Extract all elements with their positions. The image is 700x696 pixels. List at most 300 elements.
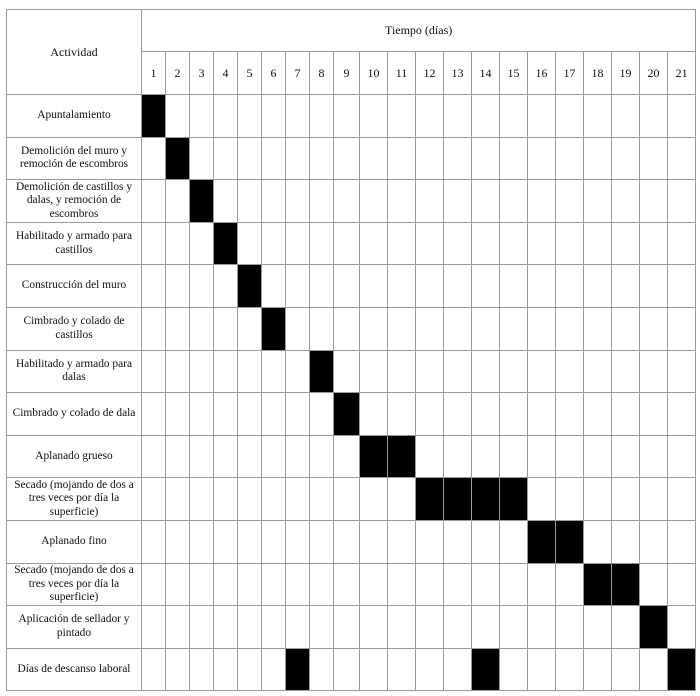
schedule-cell [388,222,416,265]
schedule-cell [166,222,190,265]
scheduled-day-cell [310,350,334,393]
schedule-cell [472,265,500,308]
schedule-cell [190,307,214,350]
schedule-cell [444,435,472,478]
activity-name: Apuntalamiento [7,95,142,138]
schedule-cell [444,265,472,308]
day-header-2: 2 [166,52,190,95]
schedule-cell [444,648,472,691]
schedule-cell [584,606,612,649]
schedule-cell [310,137,334,180]
schedule-cell [166,435,190,478]
schedule-cell [528,137,556,180]
schedule-cell [142,648,166,691]
scheduled-day-cell [166,137,190,180]
day-header-5: 5 [238,52,262,95]
schedule-cell [472,95,500,138]
schedule-cell [142,307,166,350]
schedule-cell [166,648,190,691]
schedule-cell [214,393,238,436]
scheduled-day-cell [214,222,238,265]
schedule-cell [640,307,668,350]
schedule-cell [166,95,190,138]
schedule-cell [640,137,668,180]
schedule-cell [612,222,640,265]
schedule-cell [262,606,286,649]
schedule-cell [310,478,334,521]
schedule-cell [388,606,416,649]
schedule-cell [584,265,612,308]
schedule-cell [238,350,262,393]
day-header-20: 20 [640,52,668,95]
schedule-cell [528,648,556,691]
schedule-cell [416,520,444,563]
schedule-cell [612,606,640,649]
schedule-cell [286,350,310,393]
schedule-cell [668,563,696,606]
schedule-cell [360,350,388,393]
schedule-cell [262,265,286,308]
schedule-cell [556,137,584,180]
schedule-cell [416,393,444,436]
schedule-cell [190,648,214,691]
schedule-cell [360,520,388,563]
schedule-cell [584,648,612,691]
schedule-cell [416,648,444,691]
schedule-cell [190,563,214,606]
schedule-cell [190,478,214,521]
scheduled-day-cell [472,478,500,521]
schedule-cell [416,563,444,606]
schedule-cell [612,435,640,478]
schedule-cell [612,350,640,393]
schedule-cell [166,307,190,350]
day-header-18: 18 [584,52,612,95]
schedule-cell [142,265,166,308]
schedule-cell [286,435,310,478]
schedule-cell [388,350,416,393]
schedule-cell [238,520,262,563]
schedule-cell [190,393,214,436]
schedule-cell [360,478,388,521]
schedule-cell [472,307,500,350]
schedule-cell [388,265,416,308]
day-header-17: 17 [556,52,584,95]
scheduled-day-cell [612,563,640,606]
day-header-12: 12 [416,52,444,95]
schedule-cell [416,265,444,308]
schedule-cell [334,435,360,478]
schedule-cell [262,648,286,691]
activity-row [7,95,696,138]
schedule-cell [416,95,444,138]
schedule-cell [238,222,262,265]
schedule-cell [528,180,556,223]
schedule-cell [500,393,528,436]
activity-row [7,393,696,436]
schedule-cell [528,393,556,436]
schedule-cell [238,435,262,478]
schedule-cell [416,307,444,350]
schedule-cell [286,265,310,308]
schedule-cell [640,393,668,436]
schedule-cell [444,180,472,223]
schedule-cell [360,393,388,436]
schedule-cell [528,435,556,478]
schedule-cell [640,180,668,223]
scheduled-day-cell [528,520,556,563]
schedule-cell [500,307,528,350]
schedule-cell [416,606,444,649]
schedule-cell [500,265,528,308]
schedule-cell [238,95,262,138]
schedule-cell [334,222,360,265]
schedule-cell [556,393,584,436]
schedule-cell [286,520,310,563]
schedule-cell [500,606,528,649]
schedule-cell [528,222,556,265]
schedule-cell [444,393,472,436]
scheduled-day-cell [444,478,472,521]
schedule-cell [640,222,668,265]
schedule-cell [612,95,640,138]
schedule-cell [190,137,214,180]
schedule-cell [528,350,556,393]
schedule-cell [388,563,416,606]
schedule-cell [310,265,334,308]
activity-row [7,563,696,606]
schedule-cell [584,350,612,393]
activity-row [7,137,696,180]
schedule-cell [334,520,360,563]
activity-name: Habilitado y armado para castillos [7,222,142,265]
schedule-cell [416,222,444,265]
schedule-cell [214,648,238,691]
schedule-cell [238,478,262,521]
schedule-cell [166,265,190,308]
schedule-cell [166,393,190,436]
activity-name: Aplanado grueso [7,435,142,478]
day-header-1: 1 [142,52,166,95]
schedule-cell [612,393,640,436]
schedule-cell [190,265,214,308]
schedule-cell [262,478,286,521]
schedule-cell [528,307,556,350]
schedule-cell [556,95,584,138]
schedule-cell [190,520,214,563]
schedule-cell [388,307,416,350]
schedule-cell [444,95,472,138]
schedule-cell [612,648,640,691]
schedule-cell [444,222,472,265]
schedule-cell [556,478,584,521]
scheduled-day-cell [142,95,166,138]
schedule-cell [416,350,444,393]
schedule-cell [640,648,668,691]
schedule-cell [500,563,528,606]
day-header-4: 4 [214,52,238,95]
schedule-cell [286,393,310,436]
schedule-cell [214,520,238,563]
schedule-cell [640,520,668,563]
schedule-cell [142,180,166,223]
schedule-cell [310,648,334,691]
day-header-19: 19 [612,52,640,95]
schedule-cell [310,307,334,350]
schedule-cell [472,520,500,563]
schedule-cell [190,95,214,138]
schedule-cell [612,137,640,180]
schedule-cell [262,393,286,436]
schedule-cell [286,563,310,606]
schedule-cell [190,350,214,393]
schedule-cell [472,350,500,393]
day-header-16: 16 [528,52,556,95]
schedule-cell [416,180,444,223]
schedule-cell [668,435,696,478]
activity-name: Demolición del muro y remoción de escombros [7,137,142,180]
schedule-cell [142,478,166,521]
activity-name: Días de descanso laboral [7,648,142,691]
activity-row [7,350,696,393]
schedule-cell [472,606,500,649]
schedule-cell [416,435,444,478]
schedule-cell [334,606,360,649]
schedule-cell [584,478,612,521]
schedule-cell [286,606,310,649]
schedule-cell [238,606,262,649]
schedule-cell [142,435,166,478]
schedule-cell [668,350,696,393]
schedule-cell [640,435,668,478]
schedule-cell [668,520,696,563]
schedule-cell [238,307,262,350]
schedule-cell [238,648,262,691]
schedule-cell [214,478,238,521]
activity-column-header: Actividad [7,10,142,95]
schedule-cell [388,478,416,521]
day-header-7: 7 [286,52,310,95]
schedule-cell [360,648,388,691]
schedule-cell [640,265,668,308]
schedule-cell [584,307,612,350]
scheduled-day-cell [472,648,500,691]
activity-name: Aplicación de sellador y pintado [7,606,142,649]
schedule-cell [584,222,612,265]
schedule-cell [238,180,262,223]
schedule-cell [668,137,696,180]
schedule-cell [668,307,696,350]
schedule-cell [238,563,262,606]
scheduled-day-cell [668,648,696,691]
schedule-cell [142,606,166,649]
schedule-cell [166,478,190,521]
day-header-8: 8 [310,52,334,95]
activity-row [7,478,696,521]
schedule-cell [472,435,500,478]
schedule-cell [556,563,584,606]
day-header-3: 3 [190,52,214,95]
schedule-cell [528,606,556,649]
scheduled-day-cell [262,307,286,350]
scheduled-day-cell [584,563,612,606]
schedule-cell [668,95,696,138]
scheduled-day-cell [416,478,444,521]
scheduled-day-cell [556,520,584,563]
scheduled-day-cell [334,393,360,436]
schedule-cell [214,350,238,393]
schedule-cell [416,137,444,180]
schedule-cell [214,563,238,606]
schedule-cell [286,222,310,265]
schedule-cell [528,95,556,138]
schedule-cell [388,180,416,223]
schedule-cell [360,606,388,649]
activity-row [7,307,696,350]
gantt-schedule-table [6,9,696,691]
schedule-cell [668,265,696,308]
schedule-cell [556,265,584,308]
activity-row [7,222,696,265]
schedule-cell [388,393,416,436]
activity-row [7,180,696,223]
scheduled-day-cell [640,606,668,649]
schedule-cell [612,478,640,521]
schedule-cell [214,180,238,223]
schedule-cell [142,137,166,180]
schedule-cell [584,180,612,223]
schedule-cell [190,606,214,649]
schedule-cell [310,435,334,478]
schedule-cell [190,435,214,478]
schedule-cell [310,606,334,649]
activity-name: Demolición de castillos y dalas, y remoción de escombros [7,180,142,223]
schedule-cell [360,563,388,606]
schedule-cell [444,307,472,350]
schedule-cell [360,95,388,138]
schedule-cell [190,222,214,265]
activity-name: Cimbrado y colado de castillos [7,307,142,350]
schedule-cell [166,350,190,393]
schedule-cell [472,393,500,436]
schedule-cell [310,222,334,265]
schedule-cell [334,307,360,350]
schedule-cell [214,307,238,350]
schedule-cell [286,137,310,180]
scheduled-day-cell [286,648,310,691]
scheduled-day-cell [190,180,214,223]
schedule-cell [334,265,360,308]
day-header-15: 15 [500,52,528,95]
schedule-cell [334,478,360,521]
schedule-cell [472,180,500,223]
schedule-cell [360,180,388,223]
schedule-cell [556,180,584,223]
schedule-cell [612,265,640,308]
scheduled-day-cell [388,435,416,478]
schedule-cell [500,180,528,223]
schedule-cell [166,520,190,563]
schedule-cell [668,478,696,521]
schedule-cell [286,307,310,350]
schedule-cell [500,520,528,563]
scheduled-day-cell [500,478,528,521]
schedule-cell [528,265,556,308]
schedule-cell [640,563,668,606]
schedule-cell [668,393,696,436]
day-header-6: 6 [262,52,286,95]
activities-body [7,95,696,691]
schedule-cell [584,435,612,478]
schedule-cell [388,137,416,180]
schedule-cell [668,180,696,223]
scheduled-day-cell [238,265,262,308]
schedule-cell [612,307,640,350]
schedule-cell [500,350,528,393]
schedule-cell [286,180,310,223]
schedule-cell [388,95,416,138]
day-header-9: 9 [334,52,360,95]
schedule-cell [472,137,500,180]
schedule-cell [500,95,528,138]
schedule-cell [556,606,584,649]
schedule-cell [238,137,262,180]
schedule-cell [360,222,388,265]
schedule-cell [262,222,286,265]
day-header-11: 11 [388,52,416,95]
activity-row [7,435,696,478]
schedule-cell [584,393,612,436]
activity-row [7,648,696,691]
schedule-cell [214,435,238,478]
schedule-cell [360,265,388,308]
schedule-cell [640,350,668,393]
schedule-cell [668,606,696,649]
activity-row [7,606,696,649]
schedule-cell [334,648,360,691]
schedule-cell [262,563,286,606]
schedule-cell [166,180,190,223]
schedule-cell [668,222,696,265]
schedule-cell [388,520,416,563]
schedule-cell [310,520,334,563]
activity-name: Aplanado fino [7,520,142,563]
schedule-cell [556,222,584,265]
schedule-cell [500,222,528,265]
schedule-cell [556,350,584,393]
schedule-cell [310,563,334,606]
schedule-cell [334,563,360,606]
day-header-10: 10 [360,52,388,95]
schedule-cell [444,563,472,606]
schedule-cell [214,606,238,649]
schedule-cell [472,222,500,265]
schedule-cell [334,180,360,223]
schedule-cell [584,137,612,180]
schedule-cell [500,648,528,691]
schedule-cell [310,393,334,436]
schedule-cell [472,563,500,606]
day-header-21: 21 [668,52,696,95]
schedule-cell [286,95,310,138]
schedule-cell [584,95,612,138]
schedule-cell [528,478,556,521]
schedule-cell [528,563,556,606]
schedule-cell [612,520,640,563]
schedule-cell [262,520,286,563]
schedule-cell [166,606,190,649]
day-header-14: 14 [472,52,500,95]
